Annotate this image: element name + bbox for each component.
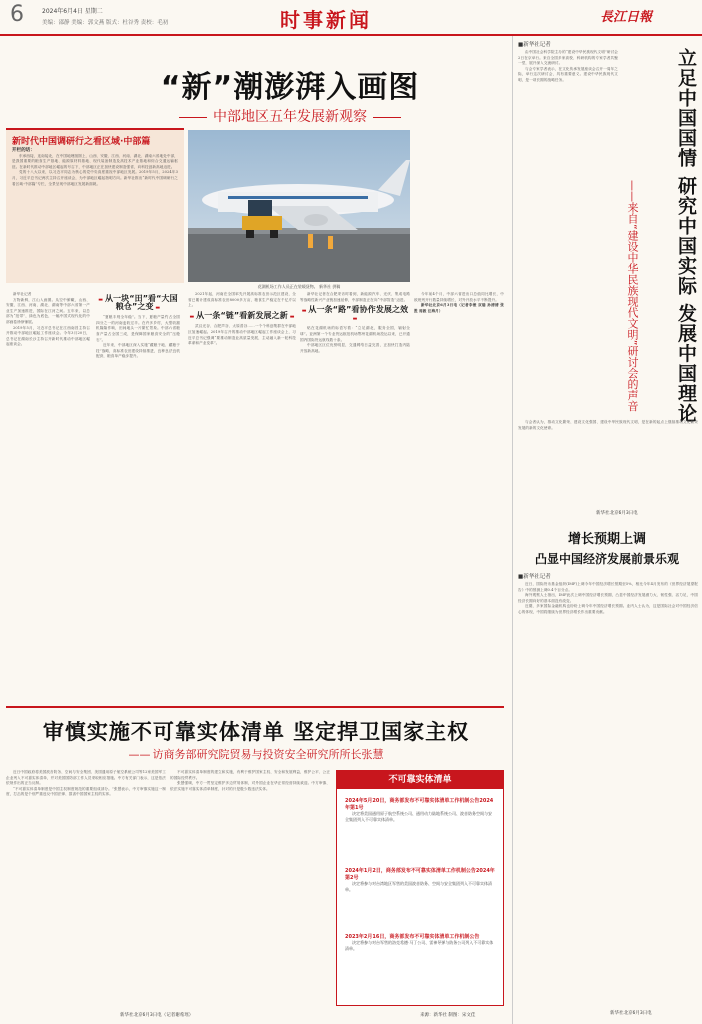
right-second-headline: 增长预期上调 <box>567 532 646 547</box>
lower-column-1 <box>6 770 166 798</box>
entity-list-title: 不可靠实体清单 <box>337 771 503 789</box>
paragraph: 不可靠实体清单制度的建立和实施，有利于维护国家主权、安全和发展利益，维护公平、公正的国际经贸秩序。 <box>170 770 330 780</box>
right-article-body-1 <box>518 50 618 84</box>
paragraph: 由中国社会科学院主办的“建设中华民族现代文明”研讨会2日在京举行。来自全国多家高校、科研机构的专家学者共聚一堂，展开深入交流研讨。 <box>518 50 618 66</box>
right-second-body <box>518 582 698 616</box>
feature-subtitle: 中部地区五年发展新观察 <box>130 106 450 126</box>
paragraph: 新华社记者在合肥采访时看到，新能源汽车、光伏、集成电路等战略性新兴产业链加速延伸，中部制造正在向“中部智造”迈进。 <box>300 292 410 302</box>
feature-column-3 <box>188 292 296 347</box>
newspaper-logo: 長江日報 <box>600 10 653 25</box>
right-vertical-headline: 立足中国国情 研究中国实际 发展中国理论 <box>675 48 697 424</box>
page-number: 6 <box>10 2 24 27</box>
feature-column-5 <box>414 292 504 314</box>
entity-list-text: 决定将参与对台湾地区军售的美国波音防务、空间与安全集团列入不可靠实体清单。 <box>345 881 492 892</box>
right-article-signature: 新华社北京6月3日电 <box>596 511 638 516</box>
issue-date: 2024年6月4日 星期二 <box>42 8 103 15</box>
column-intro-paragraph: 东承西接，连南接北，在中国地理版图上，山西、安徽、江西、河南、湖北、湖南六省地处中部，是我国重要的粮食生产基地、能源原材料基地、现代装备制造及高技术产业基地和综合交通运输枢纽。在新时代推动中部地区崛起的号召下，中部地区正在加快建设制造强省，向科技创新高地迈进。 <box>12 153 178 169</box>
paragraph: 张慧强调，中方一贯坚定维护多边贸易体制，对外国企业在华正常经营持续欢迎。中方审慎、依法实施不可靠实体清单制度，针对的只是极少数违法实体。 <box>170 781 330 791</box>
section-subheading: ▬ 从一块“田”看“大国粮仓”之变 ▬ <box>96 296 180 311</box>
paragraph: 2021年起，河南在全国率先开展高标准农田示范区建设，全省已累计建成高标准农田8000多万亩，粮食生产稳定在千亿斤以上。 <box>188 292 296 308</box>
paragraph: 2019年5月，习近平总书记在江西南昌主持召开推动中部地区崛起工作座谈会。今年3月20日，总书记在湖南长沙主持召开新时代推动中部地区崛起座谈会。 <box>6 325 90 347</box>
entity-list-item <box>345 933 495 952</box>
photo-illustration <box>188 130 410 282</box>
lower-signature: 新华社北京6月3日电（记者谢希瑶） <box>120 1013 194 1018</box>
right-second-byline: ■新华社记者 <box>518 574 551 580</box>
lower-source-credit: 来源：新华社 制图：宋文佳 <box>420 1013 476 1018</box>
photo-caption: 花湖机场工作人员正在装载货物。 新华社 供稿 <box>257 284 341 289</box>
paragraph: “夏粮丰则全年稳”。当下，夏粮产量约占全国四分之一的河南麦收过半。在许多乡村，大型收割机隆隆作响，田间地头一片繁忙景象。中部六省粮食产量占全国三成，是保障国家粮食安全的“压舱石”。 <box>96 315 180 342</box>
paragraph: 近日，国际货币基金组织(IMF)上调今年中国经济增长预期至5%，相比今年4月发布的《世界经济展望报告》中的预测上调0.4个百分点。 <box>518 582 698 592</box>
entity-list-text: 决定将美国通用原子航空系统公司、通用动力陆地系统公司、波音防务空间与安全集团列入不可靠实体清单。 <box>345 811 492 822</box>
column-intro-lead: 开栏的话： <box>12 148 35 153</box>
paragraph: 海外观察人士指出，IMF此次上调中国经济增长预期，凸显中国经济发展潜力大、韧性强、活力足，中国经济长期向好的基本面没有改变。 <box>518 593 698 603</box>
section-title: 时事新闻 <box>280 8 372 32</box>
feature-headline: “新”潮澎湃入画图 <box>160 70 420 105</box>
feature-column-2 <box>96 292 180 360</box>
paragraph: 近日中国政府将美国波音防务、空间与安全集团、美国通用原子航空系统公司等12家美国军工企业列入不可靠实体清单，并对美国国防部工作人员采取相应措施。中方有关部门表示，这是依法依规作出的正当反制。 <box>6 770 166 786</box>
entity-list-date: 2024年5月20日，商务部发布不可靠实体清单工作机制公告2024年第1号 <box>345 798 494 811</box>
entity-list-item <box>345 797 495 823</box>
section-divider <box>6 706 504 708</box>
entity-list-date: 2024年1月2日，商务部发布不可靠实体清单工作机制公告2024年第2号 <box>345 868 495 881</box>
entity-list-date: 2023年2月16日，商务部发布不可靠实体清单工作机制公告 <box>345 934 480 940</box>
entity-list-item <box>345 867 495 893</box>
right-second-subtitle: 凸显中国经济发展前景乐观 <box>534 552 679 566</box>
right-byline: ■新华社记者 <box>518 42 551 48</box>
byline: 新华社记者 <box>13 292 32 296</box>
column-intro-title: 新时代中国调研行之看区域·中部篇 <box>12 137 151 147</box>
feature-column-4 <box>300 292 410 354</box>
right-second-signature: 新华社北京6月3日电 <box>610 1011 652 1016</box>
paragraph: 贴在花湖机场的标语写着：“立足湖北，服务全国，辐射全球”。亚洲第一个专业货运枢纽机场鄂州花湖机场投运以来，已开通国内国际货运航线数十条。 <box>300 326 410 342</box>
lower-subtitle: —— 访商务部研究院贸易与投资安全研究所所长张慧 <box>40 746 472 762</box>
entity-list-box <box>336 770 504 1006</box>
entity-list-text: 决定将参与对台军售的洛克希德·马丁公司、雷神导弹与防务公司列入不可靠实体清单。 <box>345 940 494 951</box>
section-subheading: ▬ 从一条“链”看新发展之新 ▬ <box>188 313 296 321</box>
cargo-airport-photo <box>188 130 410 282</box>
paragraph: 与会专家学者表示，在文化传承发展座谈会召开一周年之际，举行这次研讨会，具有重要意义。建设中华民族现代文明，是一项长期的战略任务。 <box>518 66 618 82</box>
right-vertical-subtitle: ——来自“建设中华民族现代文明”研讨会的声音 <box>626 180 639 412</box>
paragraph: 武汉光谷、合肥声谷、太原普谷……一个个科创集群在中部地区加速崛起。2019年召开的推动中部地区崛起工作座谈会上，习近平总书记强调“要推动制造业高质量发展，主动融入新一轮科技革命和产业变革”。 <box>188 324 296 346</box>
paragraph: “不可靠实体清单制度是中国主权制度规范的重要组成部分。”张慧表示，中方审慎实施这一制度，打击的是个别严重违反中国法律、损害中国国家主权的实体。 <box>6 786 166 797</box>
section-subheading: ▬ 从一条“路”看协作发展之效 ▬ <box>300 307 410 322</box>
column-intro-paragraph: 党的十八大以来，以习近平同志为核心的党中央高度重视中部地区发展。2019年5月，2024年3月，习近平总书记两次主持召开座谈会，为中部地区崛起指明方向。新华社推出“新时代中国调研行之看区域·中部篇”专栏，全景呈现中部地区发展新面貌。 <box>12 170 178 186</box>
column-intro-box <box>6 128 184 283</box>
paragraph: 今年前4个月，中部六省进出口总值同比增长，中欧班列开行数量持续增长，对外开放水平不断提升。 <box>414 292 504 302</box>
feature-signature: 新华社北京6月3日电（记者李俊 双瑞 孙清清 张胜 周毅 汪海月） <box>414 303 504 313</box>
lower-column-2 <box>170 770 330 792</box>
paragraph: 与会者认为，推动文化繁荣、建设文化强国、建设中华民族现代文明，是在新的起点上继续推动文化繁荣发展的新的文化使命。 <box>518 420 698 430</box>
feature-column-1 <box>6 292 90 348</box>
column-intro-body <box>12 148 178 187</box>
right-article-body-2 <box>518 420 698 431</box>
editor-credits: 美编：邵静 美编：郭文燕 版式：杜谷秀 责校：毛初 <box>42 20 169 26</box>
page-header <box>0 0 702 36</box>
lower-headline: 审慎实施不可靠实体清单 坚定捍卫国家主权 <box>42 720 470 744</box>
paragraph: 近期，多家国际金融机构也纷纷上调今年中国经济增长预期。业内人士认为，这是国际社会对中国经济信心的体现，中国将继续为世界经济增长作出重要贡献。 <box>518 604 698 614</box>
paragraph: 近年来，中部地区深入实施“藏粮于地、藏粮于技”战略，高标准农田建设持续推进，良种良法良机配套，粮食单产稳步提升。 <box>96 343 180 359</box>
paragraph: 中部地区区位优势明显，交通网络日益完善，正加快打造内陆开放新高地。 <box>300 343 410 353</box>
paragraph: 万物新鲜，江山入画图。从空中俯瞰，山西、安徽、江西、河南、湖北、湖南等中部六省第一产业生产加速推进，国际在江河之间。五年来，以总部为“纽带”，绿色为底色，一幅中国式现代化的中部画卷徐徐铺展。 <box>6 297 90 324</box>
